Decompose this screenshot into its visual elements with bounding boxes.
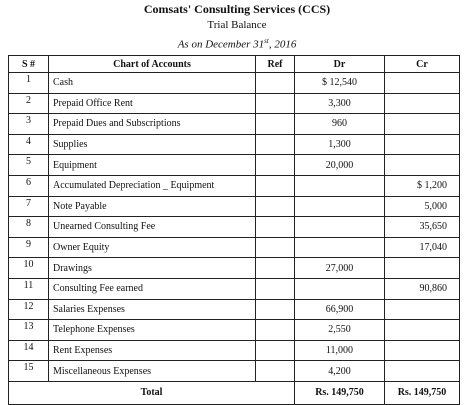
row-serial-number: 2 [9,93,49,114]
row-serial-number: 11 [9,278,49,299]
row-credit: $ 1,200 [385,175,460,196]
row-credit [385,73,460,94]
row-ref [256,237,295,258]
date-prefix: As on December 31 [177,38,265,51]
table-row [9,237,460,258]
row-account-name: Rent Expenses [49,340,256,361]
row-serial-number: 1 [9,73,49,94]
row-serial-number: 7 [9,196,49,217]
document-subtitle: Trial Balance [207,19,267,31]
row-debit: 11,000 [295,340,385,361]
total-cr: Rs. 149,750 [385,381,460,404]
row-ref [256,114,295,135]
col-header-dr: Dr [295,56,385,73]
statement-date [0,37,474,51]
row-ref [256,217,295,238]
row-credit [385,258,460,279]
table-header-row [9,56,460,73]
total-label: Total [9,381,295,404]
total-dr: Rs. 149,750 [295,381,385,404]
row-account-name: Equipment [49,155,256,176]
row-serial-number: 3 [9,114,49,135]
row-account-name: Unearned Consulting Fee [49,217,256,238]
row-ref [256,93,295,114]
row-debit [295,237,385,258]
row-serial-number: 5 [9,155,49,176]
row-account-name: Drawings [49,258,256,279]
col-header-ref: Ref [256,56,295,73]
table-row [9,73,460,94]
row-account-name: Prepaid Office Rent [49,93,256,114]
col-header-cr: Cr [385,56,460,73]
row-serial-number: 13 [9,320,49,341]
row-account-name: Cash [49,73,256,94]
table-row [9,175,460,196]
row-ref [256,361,295,382]
row-ref [256,340,295,361]
row-account-name: Note Payable [49,196,256,217]
row-serial-number: 8 [9,217,49,238]
table-row [9,299,460,320]
row-credit [385,155,460,176]
row-credit [385,361,460,382]
row-ref [256,155,295,176]
table-row [9,340,460,361]
row-account-name: Salaries Expenses [49,299,256,320]
row-credit [385,114,460,135]
row-account-name: Accumulated Depreciation _ Equipment [49,175,256,196]
row-serial-number: 4 [9,134,49,155]
row-account-name: Miscellaneous Expenses [49,361,256,382]
row-credit: 17,040 [385,237,460,258]
row-credit [385,299,460,320]
table-row [9,278,460,299]
row-ref [256,258,295,279]
table-row [9,155,460,176]
row-credit [385,340,460,361]
row-serial-number: 10 [9,258,49,279]
document-title: Comsats' Consulting Services (CCS) [143,2,331,16]
row-debit: 960 [295,114,385,135]
row-debit [295,175,385,196]
row-ref [256,278,295,299]
row-credit: 5,000 [385,196,460,217]
row-debit: 27,000 [295,258,385,279]
table-row [9,361,460,382]
row-debit: $ 12,540 [295,73,385,94]
table-row [9,196,460,217]
row-credit: 35,650 [385,217,460,238]
col-header-account: Chart of Accounts [49,56,256,73]
row-debit: 20,000 [295,155,385,176]
row-debit: 4,200 [295,361,385,382]
row-serial-number: 15 [9,361,49,382]
row-debit [295,278,385,299]
row-ref [256,320,295,341]
table-row [9,258,460,279]
table-row [9,93,460,114]
table-body [9,73,460,382]
row-debit: 3,300 [295,93,385,114]
row-debit [295,217,385,238]
row-ref [256,175,295,196]
row-account-name: Owner Equity [49,237,256,258]
row-serial-number: 12 [9,299,49,320]
row-ref [256,134,295,155]
row-serial-number: 6 [9,175,49,196]
row-credit [385,320,460,341]
date-suffix: , 2016 [268,38,297,51]
row-account-name: Telephone Expenses [49,320,256,341]
total-row [9,381,460,404]
row-debit [295,196,385,217]
row-ref [256,196,295,217]
table-row [9,114,460,135]
table-row [9,134,460,155]
row-debit: 66,900 [295,299,385,320]
table-row [9,320,460,341]
row-debit: 2,550 [295,320,385,341]
row-serial-number: 9 [9,237,49,258]
table-row [9,217,460,238]
row-serial-number: 14 [9,340,49,361]
row-account-name: Prepaid Dues and Subscriptions [49,114,256,135]
row-credit [385,134,460,155]
row-ref [256,299,295,320]
col-header-sno: S # [9,56,49,73]
row-credit [385,93,460,114]
date-ordinal: st [264,37,269,45]
row-ref [256,73,295,94]
row-account-name: Consulting Fee earned [49,278,256,299]
row-credit: 90,860 [385,278,460,299]
row-account-name: Supplies [49,134,256,155]
row-debit: 1,300 [295,134,385,155]
trial-balance-table [8,55,460,405]
